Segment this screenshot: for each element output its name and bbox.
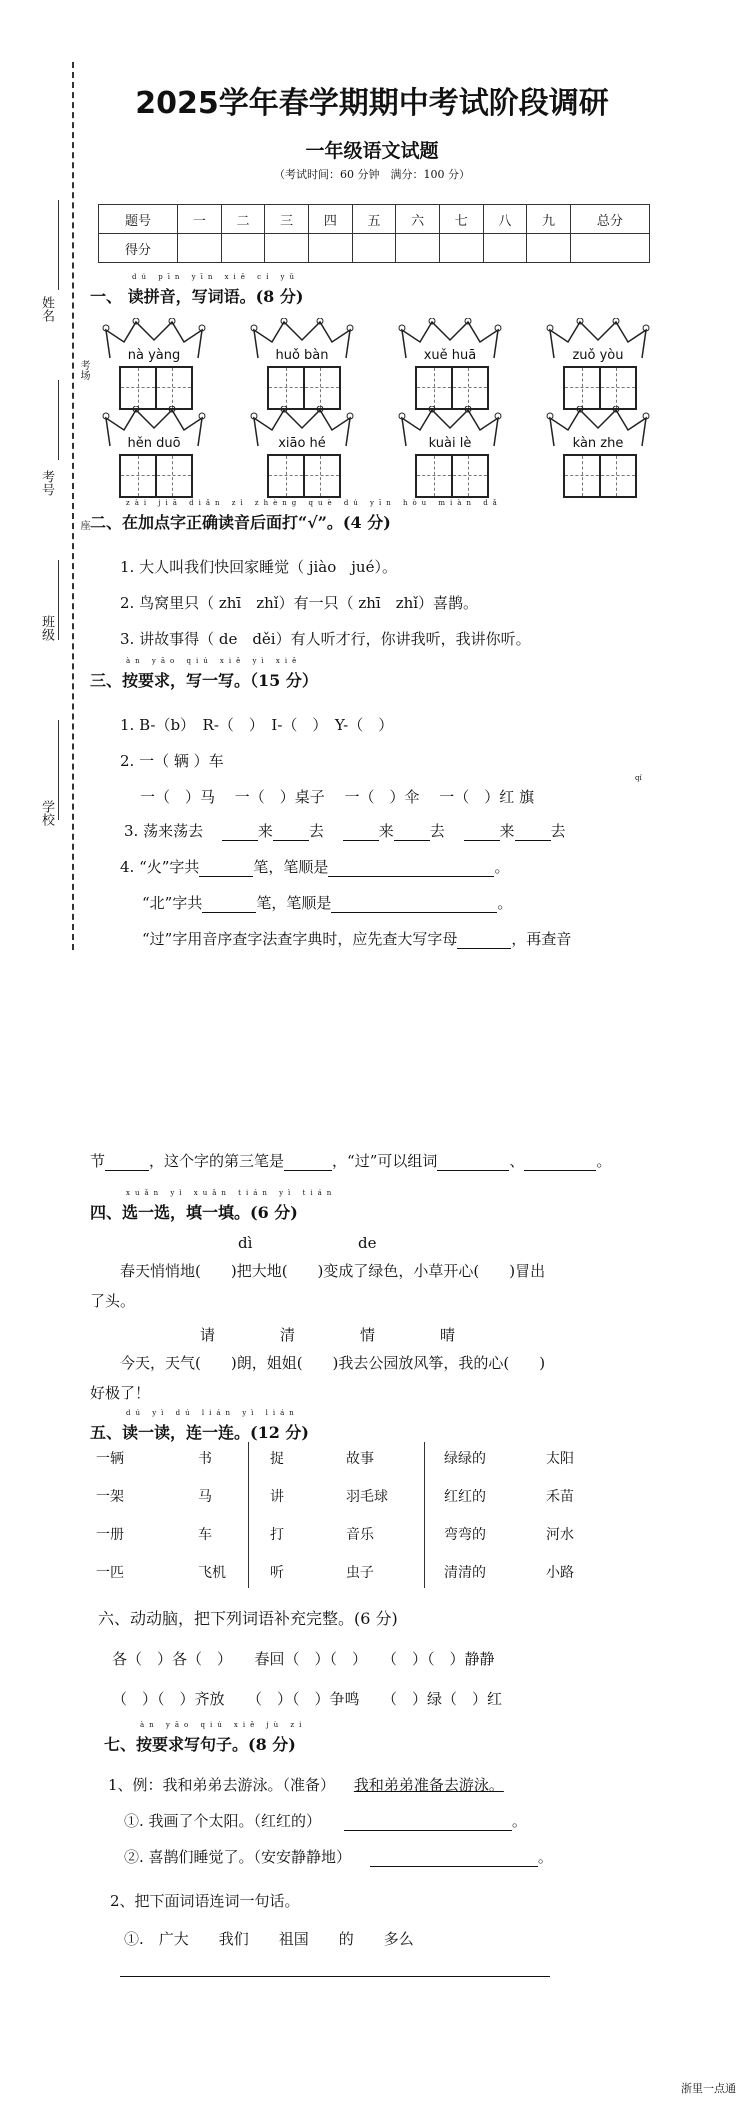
blank[interactable] (284, 1154, 332, 1171)
header-cell: 一 (178, 205, 222, 234)
qi-pinyin: qí (635, 774, 642, 782)
period: 。 (596, 1152, 612, 1170)
blank[interactable] (394, 824, 430, 841)
match-item[interactable]: 清清的 (444, 1565, 486, 1581)
section-5-title (90, 1409, 309, 1443)
s3-line-5 (120, 856, 509, 877)
s4-option-1: dì (238, 1234, 253, 1252)
score-cell[interactable] (265, 234, 309, 263)
s2-line-2: 2. 鸟窝里只（ zhī zhǐ）有一只（ zhī zhǐ）喜鹊。 (120, 594, 479, 612)
match-item[interactable]: 红红的 (444, 1489, 486, 1505)
crown-pinyin: hěn duō (127, 436, 181, 451)
s7-a1-text: ①. 我画了个太阳。（红红的） (124, 1812, 322, 1830)
match-item[interactable]: 弯弯的 (444, 1527, 486, 1543)
period: 。 (494, 858, 510, 876)
s3-line-7 (142, 928, 571, 949)
class-label: 班级 (39, 615, 54, 641)
blank[interactable] (328, 860, 494, 877)
school-blank[interactable] (58, 720, 59, 820)
s4-option-2: de (358, 1234, 377, 1252)
header-cell: 总分 (570, 205, 649, 234)
crown-pinyin: kàn zhe (572, 436, 624, 451)
blank[interactable] (202, 896, 256, 913)
blank[interactable] (199, 860, 253, 877)
score-cell[interactable] (352, 234, 396, 263)
section-1-title (90, 273, 304, 307)
section-5-text: 五、读一读，连一连。(12 分) (90, 1423, 309, 1442)
s4-opts2-3: 晴 (440, 1326, 456, 1344)
section-4-text: 四、选一选，填一填。(6 分) (90, 1203, 298, 1222)
s4-para-2: 今天，天气( )朗，姐姐( )我去公园放风筝，我的心( ) (120, 1354, 546, 1372)
match-item[interactable]: 音乐 (346, 1527, 374, 1543)
section-6-title: 六、动动脑，把下列词语补充完整。(6 分) (98, 1609, 398, 1628)
match-item[interactable]: 飞机 (198, 1565, 226, 1581)
score-cell[interactable] (439, 234, 483, 263)
match-item[interactable]: 书 (198, 1451, 212, 1467)
match-item[interactable]: 马 (198, 1489, 212, 1505)
section-3-pinyin: àn yāo qiú xiě yì xiě (126, 657, 302, 665)
s3-l4c: 去 (308, 822, 324, 840)
s3-l7b: ，再查音 (511, 930, 572, 948)
match-item[interactable]: 小路 (546, 1565, 574, 1581)
match-item[interactable]: 河水 (546, 1527, 574, 1543)
header-cell: 题号 (99, 205, 178, 234)
blank[interactable] (343, 824, 379, 841)
section-2-pinyin: zài jiā diǎn zì zhèng què dú yīn hòu miàn dǎ (126, 499, 502, 507)
s6-line-1: 各（ ）各（ ） 春回（ ）（ ） （ ）（ ）静静 (112, 1650, 495, 1668)
section-7-text: 七、按要求写句子。(8 分) (104, 1735, 296, 1754)
header-cell: 九 (527, 205, 571, 234)
answer-blank[interactable] (370, 1850, 538, 1867)
match-item[interactable]: 故事 (346, 1451, 374, 1467)
s4-opts2-0: 请 (200, 1326, 216, 1344)
s7-q2: 2、把下面词语连词一句话。 (110, 1892, 300, 1910)
match-item[interactable]: 车 (198, 1527, 212, 1543)
writing-grid[interactable] (415, 366, 489, 410)
writing-grid[interactable] (563, 454, 637, 498)
header-cell: 四 (309, 205, 353, 234)
s3-l7a: “过”字用音序查字法查字典时，应先查大写字母 (142, 930, 458, 948)
match-item[interactable]: 讲 (270, 1489, 284, 1505)
period: 。 (537, 1848, 553, 1866)
row-label: 得分 (99, 234, 178, 263)
s3-l8a: 节 (90, 1152, 106, 1170)
blank[interactable] (331, 896, 497, 913)
header-cell: 六 (396, 205, 440, 234)
s7-q2a: ①. 广大 我们 祖国 的 多么 (124, 1930, 414, 1948)
s3-l4b: 来 (257, 822, 273, 840)
s4-para-1: 春天悄悄地( )把大地( )变成了绿色，小草开心( )冒出 (120, 1262, 546, 1280)
s7-a2 (124, 1846, 553, 1867)
column-divider (248, 1442, 249, 1588)
s3-l4b: 来 (378, 822, 394, 840)
writing-grid[interactable] (267, 366, 341, 410)
room-blank[interactable] (58, 380, 59, 460)
section-2-text: 二、在加点字正确读音后面打“√”。(4 分) (90, 513, 391, 532)
section-5-pinyin: dú yì dú lián yì lián (126, 1409, 299, 1417)
score-cell[interactable] (483, 234, 527, 263)
answer-blank[interactable] (344, 1814, 512, 1831)
class-blank[interactable] (58, 560, 59, 640)
period: 。 (511, 1812, 527, 1830)
score-cell[interactable] (527, 234, 571, 263)
s3-l5a: 4. “火”字共 (120, 858, 200, 876)
word-crown (546, 406, 650, 510)
blank[interactable] (464, 824, 500, 841)
score-cell[interactable] (396, 234, 440, 263)
column-divider (424, 1442, 425, 1588)
score-cell[interactable] (570, 234, 649, 263)
crown-pinyin: zuǒ yòu (572, 348, 624, 363)
match-item[interactable]: 太阳 (546, 1451, 574, 1467)
match-item[interactable]: 打 (270, 1527, 284, 1543)
word-crown (398, 406, 502, 510)
s3-l6b: 笔，笔顺是 (256, 894, 332, 912)
section-1-text: 一、 读拼音，写词语。(8 分) (90, 287, 304, 306)
s4-opts2-1: 清 (280, 1326, 296, 1344)
period: 。 (497, 894, 513, 912)
blank[interactable] (515, 824, 551, 841)
seat-label: 座 (78, 520, 89, 530)
blank[interactable] (105, 1154, 149, 1171)
footer-watermark: 浙里一点通 (681, 2082, 736, 2095)
blank[interactable] (457, 932, 511, 949)
s3-line-2: 2. 一（ 辆 ）车 (120, 752, 224, 770)
s3-line-8 (90, 1150, 611, 1171)
id-label: 考号 (39, 470, 54, 496)
s3-l4b: 来 (499, 822, 515, 840)
s3-line-6 (142, 892, 512, 913)
match-item[interactable]: 听 (270, 1565, 284, 1581)
match-item[interactable]: 羽毛球 (346, 1489, 388, 1505)
s3-line-4 (124, 820, 566, 841)
match-item[interactable]: 绿绿的 (444, 1451, 486, 1467)
writing-grid[interactable] (415, 454, 489, 498)
s7-example (108, 1774, 504, 1795)
crown-pinyin: kuài lè (428, 436, 472, 451)
s4-para-1b: 了头。 (90, 1292, 136, 1310)
match-item[interactable]: 一架 (96, 1489, 124, 1505)
name-label: 姓名 (39, 296, 54, 322)
writing-grid[interactable] (563, 366, 637, 410)
s4-opts2-2: 情 (360, 1326, 376, 1344)
match-item[interactable]: 虫子 (346, 1565, 374, 1581)
section-7-title (104, 1721, 307, 1755)
exam-info: （考试时间：60 分钟 满分：100 分） (274, 168, 470, 181)
s7-example-text: 1、例：我和弟弟去游泳。（准备） (108, 1776, 336, 1794)
section-1-pinyin: dú pīn yīn xiě cí yǔ (132, 273, 299, 281)
blank[interactable] (222, 824, 258, 841)
s3-l4c: 去 (550, 822, 566, 840)
s6-line-2: （ ）（ ）齐放 （ ）（ ）争鸣 （ ）绿（ ）红 (112, 1690, 503, 1708)
word-crown (250, 406, 354, 510)
blank[interactable] (273, 824, 309, 841)
word-crown (102, 406, 206, 510)
section-3-title (90, 657, 318, 691)
s3-l8c: ，“过”可以组词 (332, 1152, 438, 1170)
s3-l4c: 去 (429, 822, 445, 840)
header-cell: 七 (439, 205, 483, 234)
s3-l8b: ，这个字的第三笔是 (149, 1152, 285, 1170)
writing-grid[interactable] (119, 454, 193, 498)
score-table (98, 204, 650, 263)
fold-line (72, 62, 74, 950)
score-cell[interactable] (221, 234, 265, 263)
crown-pinyin: nà yàng (127, 348, 181, 363)
room-label: 考场 (78, 360, 89, 380)
s3-l6a: “北”字共 (142, 894, 203, 912)
score-cell[interactable] (309, 234, 353, 263)
s3-line-3: 一（ ）马 一（ ）桌子 一（ ）伞 一（ ）红 旗 (140, 788, 535, 806)
name-blank[interactable] (58, 200, 59, 290)
s2-line-3: 3. 讲故事得（ de děi）有人听才行，你讲我听，我讲你听。 (120, 630, 531, 648)
match-item[interactable]: 一匹 (96, 1565, 124, 1581)
score-cell[interactable] (178, 234, 222, 263)
writing-grid[interactable] (119, 366, 193, 410)
section-4-title (90, 1189, 337, 1223)
crown-pinyin: xuě huā (423, 348, 477, 363)
s7-a1 (124, 1810, 527, 1831)
s3-line-1: 1. B-（b） R-（ ） I-（ ） Y-（ ） (120, 716, 394, 734)
header-cell: 八 (483, 205, 527, 234)
s2-line-1: 1. 大人叫我们快回家睡觉（ jiào jué）。 (120, 558, 397, 576)
header-cell: 五 (352, 205, 396, 234)
s3-l5b: 笔，笔顺是 (253, 858, 329, 876)
crown-pinyin: xiāo hé (278, 436, 326, 451)
score-table-header (99, 205, 650, 234)
answer-line[interactable] (120, 1976, 550, 1977)
crown-pinyin: huǒ bàn (275, 348, 329, 363)
writing-grid[interactable] (267, 454, 341, 498)
blank[interactable] (437, 1154, 509, 1171)
section-2-title (90, 499, 502, 533)
header-cell: 三 (265, 205, 309, 234)
section-4-pinyin: xuǎn yì xuǎn tián yì tián (126, 1189, 337, 1197)
s3-l4a: 3. 荡来荡去 (124, 822, 204, 840)
match-item[interactable]: 禾苗 (546, 1489, 574, 1505)
section-7-pinyin: àn yāo qiú xiě jù zi (140, 1721, 307, 1729)
match-item[interactable]: 捉 (270, 1451, 284, 1467)
s4-para-2b: 好极了！ (90, 1384, 151, 1402)
header-cell: 二 (221, 205, 265, 234)
match-item[interactable]: 一辆 (96, 1451, 124, 1467)
s3-l8d: 、 (509, 1152, 525, 1170)
s7-a2-text: ②. 喜鹊们睡觉了。（安安静静地） (124, 1848, 352, 1866)
score-table-row (99, 234, 650, 263)
match-item[interactable]: 一册 (96, 1527, 124, 1543)
s7-example-answer: 我和弟弟准备去游泳。 (353, 1776, 504, 1794)
page-title: 2025学年春学期期中考试阶段调研 (135, 86, 609, 121)
school-label: 学校 (39, 800, 54, 826)
subtitle: 一年级语文试题 (305, 140, 439, 162)
blank[interactable] (524, 1154, 596, 1171)
section-3-text: 三、按要求，写一写。（15 分） (90, 671, 318, 690)
